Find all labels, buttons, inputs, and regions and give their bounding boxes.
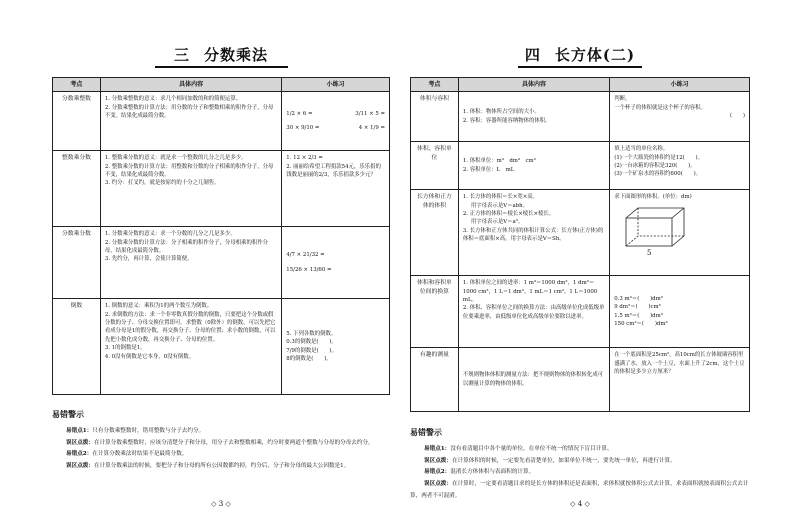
table-row: 有趣的测量 不规则物体体积的测量方法：把不规则物体的体积转化成可以测量计算的物体的体积。 在一个底面积是25cm²，高10cm的长方体玻璃容积里盛满了水，放入一个土豆，水面上升了2cm，这个土豆的体积是多少立方厘米？ bbox=[411, 348, 750, 412]
error-item: 易错点1：只有分数乘整数时，错用整数与分子去约分。 bbox=[66, 427, 205, 434]
page-number: ◇ 4 ◇ bbox=[570, 500, 590, 508]
error-item: 误区点拨：在计算时，一定要看清题目求的是长方体的体积还是表面积，求体积就按体积公式去计算，求表面积就按表面积公式去计算，两者不可混淆。 bbox=[410, 481, 749, 499]
table-row: 分数乘分数 1. 分数乘分数的意义：求一个分数的几分之几是多少。 2. 分数乘分数的计算方法：分子相乘的积作分子，分母相乘的积作分母，结果化成最简分数。 3. 先约分，再计算，会使计算简便。 4/7 × 21/32 = 15/26 × 13/60 = bbox=[53, 227, 390, 299]
table-header: 考点 具体内容 小练习 bbox=[411, 78, 750, 92]
table-header: 考点 具体内容 小练习 bbox=[53, 78, 390, 92]
table-row: 整数乘分数 1. 整数乘分数的意义：就是求一个整数的几分之几是多少。 2. 整数乘分数的计算方法：用整数和分数的分子相乘的积作分子，分母不变，结果化成最简分数。 3. 约分：打叉约，就是按原约的十分之几制售。 1. 12 × 2/3 = 2. 丽丽给希望工程捐款54元，乐乐捐的钱数是丽丽的2/3，乐乐捐款多少元？ bbox=[53, 151, 390, 227]
page-title: 四 长方体(二) bbox=[524, 46, 636, 64]
table-row: 体积与容积 1. 体积：物体所占空间的大小。 2. 容积：容器所能容纳物体的体积。 判断。 一个杯子的体积就是这个杯子的容积。 ( ) bbox=[411, 92, 750, 142]
title-underline bbox=[155, 66, 288, 68]
cuboid-back-edges bbox=[626, 208, 684, 246]
table-row: 长方体和正方体的体积 1. 长方体的体积＝长×宽×高。 用字母表示是V＝abh。 2. 正方体的体积＝棱长×棱长×棱长。 用字母表示是V＝a³。 3. 长方体和正方体共同的体积计算公式：长方体(正方体)的体积＝底面积×高。用字母表示是V＝Sh。 求下面图形的体积。(单位：dm) 5 bbox=[411, 190, 750, 276]
error-item: 误区点拨：在计算分数乘法的时候，要把分子和分母的所有公因数都约掉，约分后，分子和分母的最大公因数是1。 bbox=[66, 463, 350, 469]
knowledge-table bbox=[52, 77, 390, 395]
cuboid-hidden-edges bbox=[626, 236, 684, 246]
error-warning-section: 易错警示 易错点1：只有分数乘整数时，错用整数与分子去约分。 误区点拨：在计算分数乘整数时，应该分清楚分子和分母，用分子去和整数相乘，约分时要两道个整数与分母的分母去约分。 易错点2：在计算分数乘法时结果不是最简分数。 误区点拨：在计算分数乘法的时候，要把分子和分母的所有公因数都约掉，约分后，分子和分母的最大公因数是1。 bbox=[52, 406, 390, 473]
left-page bbox=[52, 0, 390, 520]
right-page bbox=[410, 0, 750, 520]
error-warning-section: 易错警示 易错点1：没有看清题目中各个量的单位，在单位不统一的情况下盲目计算。 误区点拨：在计算体积的时候，一定要先看清楚单位，如果单位不统一，要先统一单位，再进行计算。 易错点2：混淆长方体体积与表面积的计算。 误区点拨：在计算时，一定要看清题目求的是长方体的体积还是表面积，求体积就按体积公式去计算，求表面积就按表面积公式去计算，两者不可混淆。 bbox=[410, 424, 750, 502]
cuboid-length-label: 5 bbox=[647, 248, 652, 257]
error-item: 易错点2：在计算分数乘法时结果不是最简分数。 bbox=[66, 451, 188, 458]
table-row: 体积、容积单位 1. 体积单位：m³ dm³ cm³ 2. 容积单位：L mL 填上适当的单位名称。 (1)一个大瓶瓷的体积约是12( )。 (2)一台冰箱的容积是320( )。 (3)一个矿泉水的容积约600( )。 bbox=[411, 142, 750, 190]
error-item: 误区点拨：在计算体积的时候，一定要先看清楚单位，如果单位不统一，要先统一单位，再进行计算。 bbox=[424, 457, 676, 464]
table-row: 倒数 1. 倒数的意义：乘积为1的两个数互为倒数。 2. 求倒数的方法：求一个非零数真假分数的倒数，只要把这个分数或假分数的分子、分母交换位置即可。求整数（0除外）的倒数，可以先把它看成分母是1的假分数，再交换分子、分母的位置；求小数的倒数，可以先把小数化成分数，再交换分子、分母的位置。 3. 1的倒数是1。 4. 0没有倒数是它本身，0没有倒数。 5. 下列各数的倒数。 0.3的倒数是( )。 7/9的倒数是( )。 8的倒数是( )。 bbox=[53, 299, 390, 395]
title-underline bbox=[518, 66, 642, 68]
page-number: ◇ 3 ◇ bbox=[211, 500, 231, 508]
table-row: 体积和容积单位间的换算 1. 体积单位之间的进率：1 m³＝1000 dm³，1 dm³＝1000 cm³，1 L＝1 dm³，1 mL＝1 cm³，1 L＝1000 mL。 2. 体积、容积单位之间的换算方法：由高级单位化成低级单位要乘进率，由低级单位化成高级单位要除以进率。 0.3 m³＝( )dm³ 9 dm³＝( )cm³ 1.5 m³＝( )dm³ 150 cm³＝( )dm³ bbox=[411, 276, 750, 348]
page-title: 三 分数乘法 bbox=[173, 46, 269, 64]
cuboid-front-face bbox=[626, 218, 672, 246]
cuboid-top-edge bbox=[672, 208, 684, 218]
error-item: 误区点拨：在计算分数乘整数时，应该分清楚分子和分母，用分子去和整数相乘，约分时要两道个整数与分母的分母去约分。 bbox=[66, 439, 374, 446]
error-item: 易错点1：没有看清题目中各个量的单位，在单位不统一的情况下盲目计算。 bbox=[424, 445, 613, 452]
table-row: 分数乘整数 1. 分数乘整数的意义：求几个相同加数的和的简便运算。 2. 分数乘整数的计算方法：用分数的分子和整数相乘的积作分子，分母不变。结果化成最简分数。 1/2 × 6 = 3/11 × 5 = 30 × 9/10 = 4 × 1/9 = bbox=[53, 92, 390, 151]
error-item: 易错点2：混淆长方体体积与表面积的计算。 bbox=[424, 469, 535, 476]
cuboid-figure bbox=[614, 202, 694, 258]
knowledge-table bbox=[410, 77, 750, 412]
